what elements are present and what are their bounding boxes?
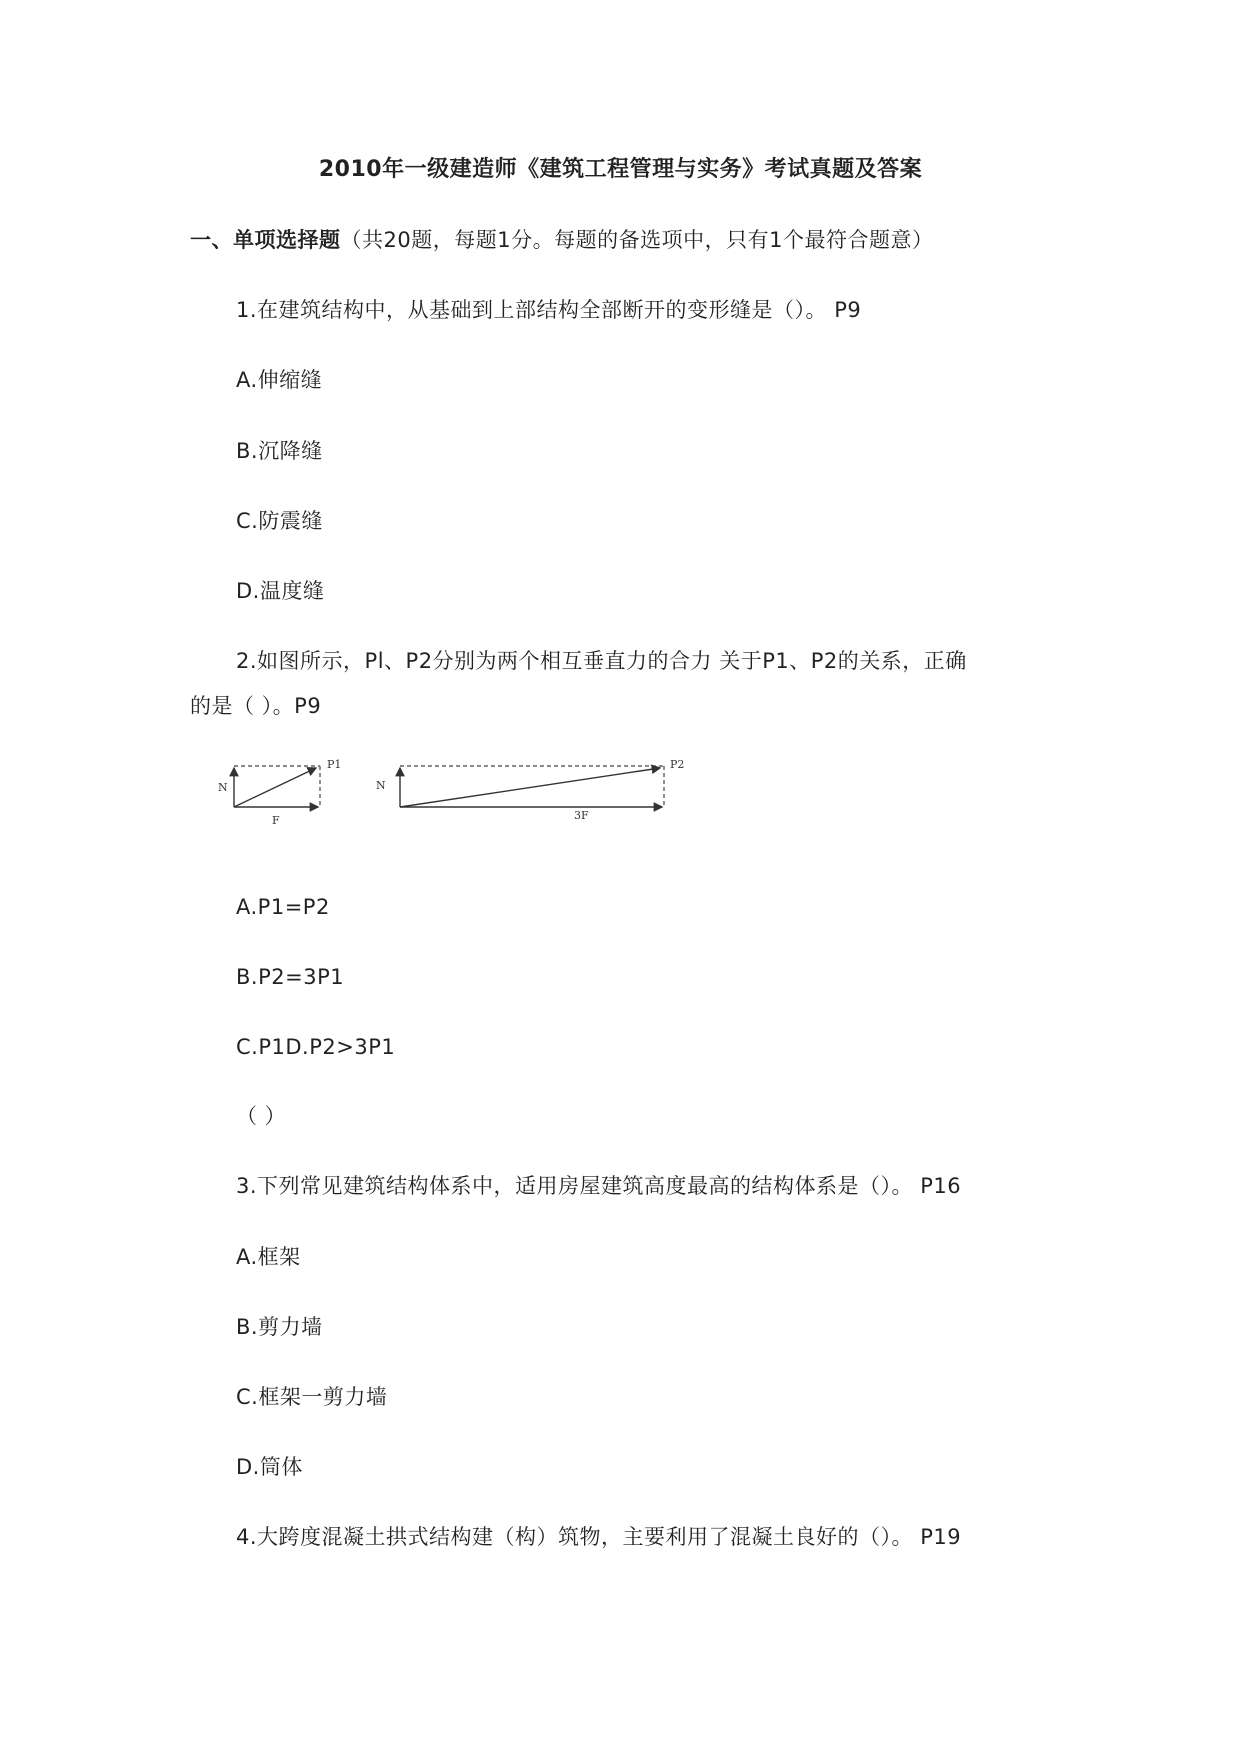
question-1-option-a: A.伸缩缝 xyxy=(236,368,323,392)
question-3-option-c: C.框架一剪力墙 xyxy=(236,1385,388,1409)
left-n-label: N xyxy=(218,781,228,794)
left-f-label: F xyxy=(272,814,280,827)
left-p1-arrow xyxy=(234,768,316,807)
question-2-stem-line1: 2.如图所示，Pl、P2分别为两个相互垂直力的合力 关于P1、P2的关系，正确 xyxy=(236,649,967,673)
question-3-option-a: A.框架 xyxy=(236,1245,301,1269)
question-3-stem: 3.下列常见建筑结构体系中，适用房屋建筑高度最高的结构体系是（）。 P16 xyxy=(236,1174,962,1198)
question-2-option-c: C.P1D.P2>3P1 xyxy=(236,1035,396,1059)
question-1-option-d: D.温度缝 xyxy=(236,579,325,603)
question-2-option-a: A.P1=P2 xyxy=(236,895,330,919)
document-title: 2010年一级建造师《建筑工程管理与实务》考试真题及答案 xyxy=(318,157,923,182)
question-2-option-b: B.P2=3P1 xyxy=(236,965,345,989)
right-p2-label: P2 xyxy=(670,758,685,771)
question-4-stem: 4.大跨度混凝土拱式结构建（构）筑物，主要利用了混凝土良好的（）。 P19 xyxy=(236,1525,962,1549)
section-heading-label: 一、单项选择题 xyxy=(190,228,341,252)
right-p2-arrow xyxy=(400,768,660,807)
question-2-stem-line2: 的是（ ）。P9 xyxy=(190,694,322,718)
section-heading xyxy=(190,226,933,254)
left-force-rectangle xyxy=(218,758,341,827)
right-force-rectangle xyxy=(376,758,684,822)
question-1-stem: 1.在建筑结构中，从基础到上部结构全部断开的变形缝是（）。 P9 xyxy=(236,298,862,322)
left-p1-label: P1 xyxy=(327,758,342,771)
question-2-answer-blank: （ ） xyxy=(236,1104,287,1128)
question-1-option-c: C.防震缝 xyxy=(236,509,323,533)
right-n-label: N xyxy=(376,779,386,792)
section-heading-note: （共20题，每题1分。每题的备选项中，只有1个最符合题意） xyxy=(340,228,934,252)
force-diagram xyxy=(212,758,712,850)
right-3f-label: 3F xyxy=(574,809,589,822)
question-1-option-b: B.沉降缝 xyxy=(236,439,323,463)
question-3-option-d: D.筒体 xyxy=(236,1455,303,1479)
question-3-option-b: B.剪力墙 xyxy=(236,1315,323,1339)
